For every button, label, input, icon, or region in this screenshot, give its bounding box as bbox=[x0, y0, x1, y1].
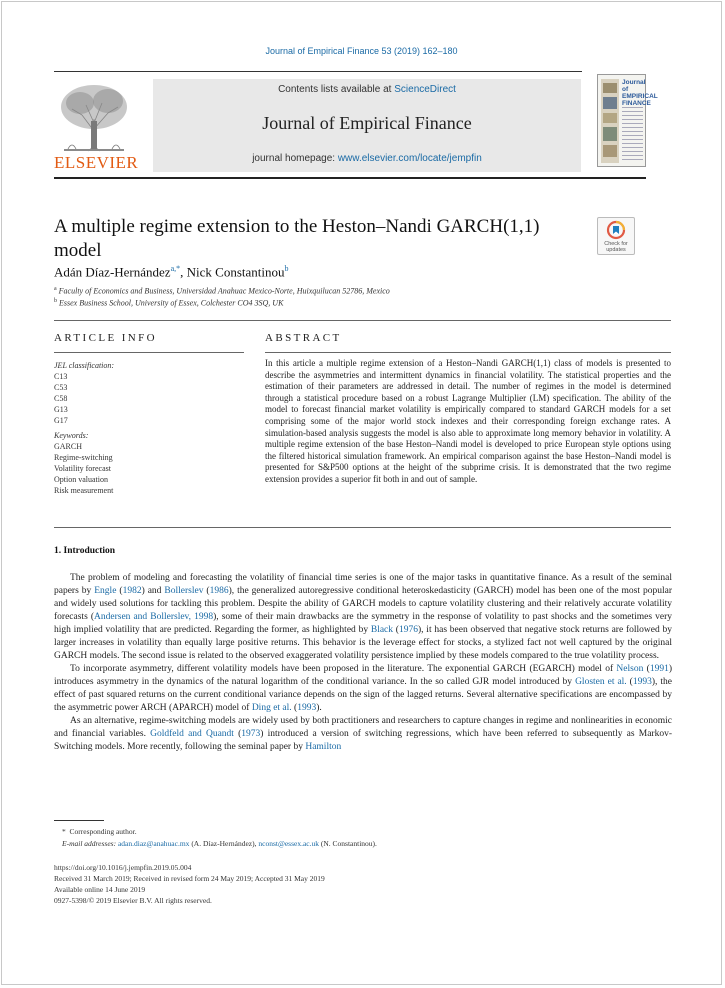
author-name[interactable]: Adán Díaz-Hernández bbox=[54, 264, 171, 280]
keyword[interactable]: Risk measurement bbox=[54, 486, 114, 495]
homepage-prefix: journal homepage: bbox=[252, 153, 338, 164]
citation-link[interactable]: Hamilton bbox=[305, 742, 342, 752]
check-updates-icon bbox=[598, 219, 634, 241]
article-page bbox=[1, 1, 722, 985]
received-dates: Received 31 March 2019; Received in revised form 24 May 2019; Accepted 31 May 2019 bbox=[54, 874, 325, 883]
email-link[interactable]: nconst@essex.ac.uk bbox=[258, 839, 320, 848]
text-run: ), some of their main drawbacks are the symmetry in the response of volatility to past shocks and the sometimes very high implied volatility that are predicted. Regarding the former, as highlighted by bbox=[54, 612, 672, 635]
journal-citation[interactable]: Journal of Empirical Finance 53 (2019) 162–180 bbox=[265, 46, 458, 56]
citation-link[interactable]: 1976 bbox=[398, 625, 418, 635]
keyword[interactable]: Regime-switching bbox=[54, 453, 113, 462]
elsevier-wordmark: ELSEVIER bbox=[54, 153, 139, 172]
jel-code: G13 bbox=[54, 405, 68, 414]
affiliation-mark: a bbox=[54, 286, 57, 292]
jel-code: C53 bbox=[54, 383, 68, 392]
text-run: ( bbox=[393, 625, 399, 635]
section-separator bbox=[54, 320, 671, 321]
citation-link[interactable]: 1993 bbox=[632, 677, 652, 687]
keyword[interactable]: Volatility forecast bbox=[54, 464, 111, 473]
email-link[interactable]: adan.diaz@anahuac.mx bbox=[117, 839, 190, 848]
citation-link[interactable]: 1993 bbox=[297, 703, 317, 713]
doi-link[interactable]: https://doi.org/10.1016/j.jempfin.2019.05.004 bbox=[54, 863, 192, 872]
citation-link[interactable]: 1991 bbox=[649, 664, 669, 674]
affiliation-b bbox=[54, 298, 283, 308]
author-affiliation-mark[interactable]: a,* bbox=[170, 264, 181, 273]
abstract-rule bbox=[265, 352, 671, 353]
email-addresses-note bbox=[62, 839, 377, 849]
text-run: ( bbox=[643, 664, 650, 674]
footnote-mark: * bbox=[62, 827, 66, 836]
abstract-heading: ABSTRACT bbox=[265, 332, 342, 344]
citation-link[interactable]: Engle bbox=[94, 586, 117, 596]
introduction-body bbox=[54, 572, 672, 754]
citation-link[interactable]: Goldfeld and Quandt bbox=[150, 729, 234, 739]
jel-code: G17 bbox=[54, 416, 68, 425]
article-info-rule bbox=[54, 352, 244, 353]
text-run: ), the effect of past squared returns on the current conditional variance depends on the sign of the lagged returns. Several alternative specifications are encompassed by the asymmetric power ARCH (APARCH) model of bbox=[54, 677, 672, 713]
homepage-link[interactable]: www.elsevier.com/locate/jempfin bbox=[337, 153, 482, 164]
journal-title: Journal of Empirical Finance bbox=[262, 113, 472, 133]
text-run: ) introduces asymmetry in the dynamics of the natural logarithm of the conditional variance. In the so called GJR model introduced by bbox=[54, 664, 672, 687]
paragraph bbox=[54, 663, 672, 715]
author-name[interactable]: Nick Constantinou bbox=[186, 264, 285, 280]
sciencedirect-link[interactable]: ScienceDirect bbox=[394, 84, 456, 95]
copyright: 0927-5398/© 2019 Elsevier B.V. All rights reserved. bbox=[54, 896, 212, 905]
text-run: To incorporate asymmetry, different volatility models have been proposed in the literature. The exponential GARCH (EGARCH) model of bbox=[70, 664, 617, 674]
contents-available-line bbox=[153, 84, 581, 95]
email-label: E-mail addresses: bbox=[62, 839, 117, 848]
article-title: A multiple regime extension to the Heston–Nandi GARCH(1,1) model bbox=[54, 216, 540, 261]
affiliation-text: Faculty of Economics and Business, Universidad Anahuac Mexico-Norte, Huixquilucan 52786, Mexico bbox=[58, 286, 390, 296]
text-run: ), it has been observed that negative stock returns are followed by larger increases in volatility than equally large positive returns. This behavior is the leverage effect for stocks, a stylized fact not well captured by the original GARCH models. The second issue is related to the observed exaggerated volatility persistence implied by these models compared to the true volatility process. bbox=[54, 625, 673, 661]
footnote-rule bbox=[54, 820, 104, 821]
article-info-heading: ARTICLE INFO bbox=[54, 332, 157, 344]
affiliation-mark: b bbox=[54, 298, 57, 304]
author-affiliation-mark[interactable]: b bbox=[284, 264, 289, 273]
jel-label: JEL classification: bbox=[54, 361, 115, 370]
section-heading-introduction: 1. Introduction bbox=[54, 546, 116, 556]
citation-link[interactable]: 1982 bbox=[122, 586, 142, 596]
email-owner: (N. Constantinou). bbox=[320, 839, 377, 848]
text-run: The problem of modeling and forecasting the volatility of financial time series is one of the major tasks in quantitative finance. As a result of the seminal papers by bbox=[54, 573, 672, 596]
text-run: ( bbox=[291, 703, 298, 713]
email-owner: (A. Díaz-Hernández), bbox=[191, 839, 257, 848]
journal-homepage-line bbox=[153, 153, 581, 164]
text-run: As an alternative, regime-switching models are widely used by both practitioners and researchers to capture changes in regime and nonlinearities in economic and financial variables. bbox=[54, 716, 672, 739]
journal-cover-thumbnail[interactable] bbox=[597, 74, 658, 167]
check-updates-label: Check for updates bbox=[604, 241, 628, 253]
paragraph bbox=[54, 572, 672, 663]
jel-code: C13 bbox=[54, 372, 68, 381]
text-run: ). bbox=[316, 703, 322, 713]
article-info-column bbox=[54, 360, 244, 496]
abstract-bottom-rule bbox=[54, 527, 671, 528]
affiliation-text: Essex Business School, University of Essex, Colchester CO4 3SQ, UK bbox=[59, 298, 284, 308]
contents-prefix: Contents lists available at bbox=[278, 84, 395, 95]
citation-link[interactable]: Glosten et al. bbox=[575, 677, 627, 687]
text-run: ) and bbox=[141, 586, 165, 596]
keyword[interactable]: Option valuation bbox=[54, 475, 108, 484]
text-run: ( bbox=[233, 729, 242, 739]
author-separator: , bbox=[180, 264, 187, 280]
text-run: ( bbox=[203, 586, 210, 596]
header-rule-bottom bbox=[54, 177, 646, 179]
text-run: ) introduced a version of switching regressions, which have been referred to subsequently as Markov-Switching models. More recently, following the seminal paper by bbox=[54, 729, 672, 752]
abstract-text: In this article a multiple regime extension of a Heston–Nandi GARCH(1,1) class of models is presented to describe the asymmetries and intermittent dynamics in financial volatility. The statistical properties and the estimation of their parameters are addressed in detail. The number of regimes in the model is determined through a statistical procedure based on a robust Lagrange Multiplier (LM) specification. The ability of the model to forecast financial market volatility is empirically compared to standard GARCH models for a set comprising some of the major world stock indexes and their corresponding foreign exchange rates. A simulation-based analysis suggests the model is also able to approximate long memory behavior in volatility. A multiple regime extension of the base Heston–Nandi model is developed to price European style options using the filtered historical simulation framework. An empirical comparison against the base Heston–Nandi model is presented for S&P500 options at the height of the subprime crisis. It is demonstrated that the two regime extension provides a superior fit both in and out of sample. bbox=[265, 358, 671, 484]
citation-link[interactable]: Ding et al. bbox=[251, 703, 292, 713]
citation-link[interactable]: 1986 bbox=[209, 586, 229, 596]
keyword[interactable]: GARCH bbox=[54, 442, 83, 451]
affiliation-a bbox=[54, 286, 390, 296]
citation-link[interactable]: Black bbox=[370, 625, 394, 635]
corresponding-author-note bbox=[62, 827, 137, 837]
header-rule-top bbox=[54, 71, 582, 72]
keywords-label: Keywords: bbox=[54, 431, 89, 440]
paragraph bbox=[54, 715, 672, 754]
jel-code: C58 bbox=[54, 394, 68, 403]
citation-link[interactable]: Bollerslev bbox=[164, 586, 204, 596]
available-online: Available online 14 June 2019 bbox=[54, 885, 146, 894]
text-run: ( bbox=[116, 586, 123, 596]
citation-link[interactable]: Nelson bbox=[616, 664, 644, 674]
author-list bbox=[54, 264, 289, 280]
footnote-text: Corresponding author. bbox=[69, 827, 137, 836]
cover-journal-title: Journal of EMPIRICAL FINANCE bbox=[622, 79, 658, 107]
check-for-updates-button[interactable] bbox=[597, 217, 635, 255]
journal-header-box bbox=[153, 79, 581, 172]
text-run: ), the generalized autoregressive conditional heteroskedasticity (GARCH) model has been one of the most popular and widely used solutions for tackling this problem. Despite the ability of GARCH models to capture volatility clustering and their relatively accurate volatility forecasts ( bbox=[54, 586, 672, 622]
cover-text-lines bbox=[622, 107, 643, 163]
citation-link[interactable]: Andersen and Bollerslev, 1998 bbox=[94, 612, 214, 622]
text-run: ( bbox=[626, 677, 633, 687]
citation-link[interactable]: 1973 bbox=[241, 729, 261, 739]
cover-image-strip bbox=[601, 79, 619, 163]
